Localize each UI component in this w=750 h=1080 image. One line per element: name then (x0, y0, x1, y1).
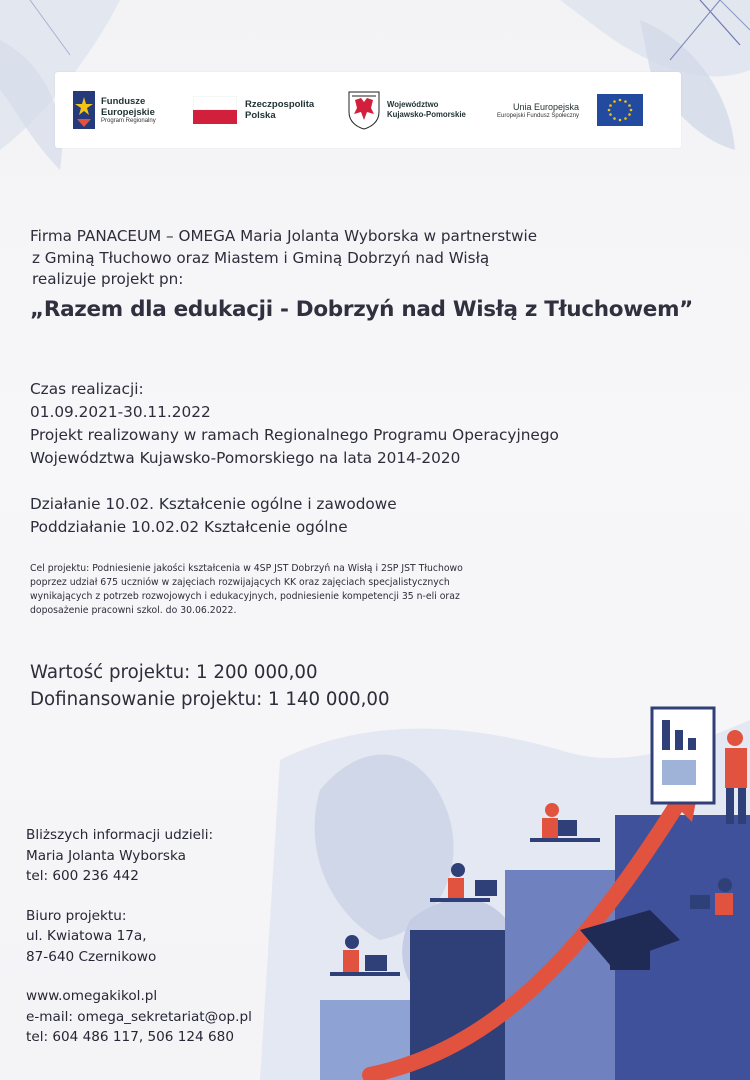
eu-flag-icon (597, 94, 643, 126)
logo-strip (55, 72, 681, 148)
poddzialanie: Poddziałanie 10.02.02 Kształcenie ogólne (30, 518, 348, 536)
fundusze-europejskie-logo (73, 72, 156, 148)
fe-line1: Fundusze (101, 96, 146, 107)
goal-line1: Cel projektu: Podniesienie jakości kształcenia w 4SP JST Dobrzyń na Wisłą i 2SP JST Tłuchowo (30, 563, 463, 574)
website-link[interactable]: www.omegakikol.pl (26, 988, 158, 1004)
fe-sub: Program Regionalny (101, 118, 156, 124)
timeline-block (30, 378, 559, 470)
office-phones: tel: 604 486 117, 506 124 680 (26, 1029, 234, 1045)
goal-block (30, 562, 463, 618)
unia-europejska-logo (497, 72, 643, 148)
program-line1: Projekt realizowany w ramach Regionalnego Programu Operacyjnego (30, 426, 559, 444)
rp-line1: Rzeczpospolita (245, 99, 315, 110)
contact-block (26, 825, 252, 1048)
timeline-label: Czas realizacji: (30, 380, 144, 398)
project-title: „Razem dla edukacji - Dobrzyń nad Wisłą z Tłuchowem” (30, 297, 694, 322)
rp-line2: Polska (245, 110, 276, 121)
goal-line4: doposażenie pracowni szkol. do 30.06.2022. (30, 605, 237, 616)
wojewodztwo-logo (347, 72, 466, 148)
ue-sub: Europejski Fundusz Społeczny (497, 112, 580, 119)
intro-line3: realizuje projekt pn: (32, 270, 184, 288)
fe-star-icon (73, 91, 95, 129)
goal-line2: poprzez udział 675 uczniów w zajęciach rozwijających KK oraz zajęciach specjalistycznych (30, 577, 450, 588)
goal-line3: wynikających z potrzeb rozwojowych i edukacyjnych, podniesienie kompetencji 35 n-eli oraz (30, 591, 460, 602)
kp-line1: Województwo (387, 100, 439, 109)
kp-line2: Kujawsko-Pomorskie (387, 110, 466, 119)
contact-person: Maria Jolanta Wyborska (26, 847, 186, 864)
email-link[interactable]: e-mail: omega_sekretariat@op.pl (26, 1008, 252, 1025)
office-label: Biuro projektu: (26, 907, 127, 924)
measures-block (30, 493, 397, 539)
education-illustration (260, 690, 750, 1080)
timeline-dates: 01.09.2021-30.11.2022 (30, 403, 211, 421)
intro-line2: z Gminą Tłuchowo oraz Miastem i Gminą Dobrzyń nad Wisłą (32, 248, 490, 267)
dzialanie: Działanie 10.02. Kształcenie ogólne i zawodowe (30, 495, 397, 513)
info-label: Bliższych informacji udzieli: (26, 827, 214, 843)
project-cofinancing: Dofinansowanie projektu: 1 140 000,00 (30, 689, 390, 710)
ue-line1: Unia Europejska (513, 101, 580, 112)
intro-text (30, 226, 537, 291)
program-line2: Województwa Kujawsko-Pomorskiego na lata 2014-2020 (30, 449, 461, 467)
rzeczpospolita-logo (193, 72, 314, 148)
polish-flag-icon (193, 96, 237, 124)
office-street: ul. Kwiatowa 17a, (26, 928, 147, 944)
intro-line1: Firma PANACEUM – OMEGA Maria Jolanta Wyborska w partnerstwie (30, 227, 538, 245)
fe-line2: Europejskie (101, 107, 155, 118)
office-city: 87-640 Czernikowo (26, 948, 157, 965)
contact-phone: tel: 600 236 442 (26, 868, 139, 884)
project-value: Wartość projektu: 1 200 000,00 (30, 662, 318, 683)
coat-of-arms-icon (347, 90, 381, 130)
